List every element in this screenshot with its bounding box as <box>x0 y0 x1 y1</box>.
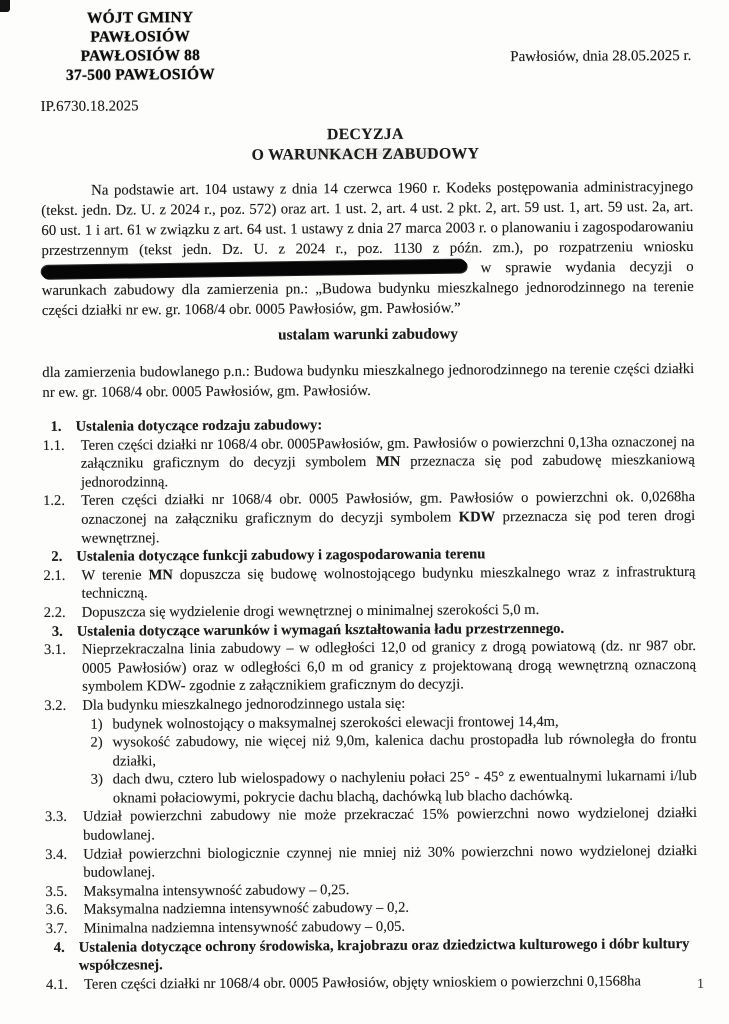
subject-paragraph: dla zamierzenia budowlanego p.n.: Budowa budynku mieszkalnego jednorodzinnego na terenie części działki nr ew. gr. 1068/4 obr. 0005 Pawłosiów, gm. Pawłosiów. <box>42 360 695 401</box>
section-row-text: budynek wolnostojący o maksymalnej szerokości elewacji frontowej 14,4m, <box>112 713 559 733</box>
section-row-number: 3.6. <box>45 902 68 919</box>
place-and-date: Pawłosiów, dnia 28.05.2025 r. <box>510 48 692 66</box>
legal-basis-paragraph: Na podstawie art. 104 ustawy z dnia 14 czerwca 1960 r. Kodeks postępowania administracyjnego (tekst. jedn. Dz. U. z 2024 r., poz. 572) oraz art. 1 ust. 2, art. 4 ust. 2 pkt. 2, art. 59 ust. 1, art. 59 ust. 2a, art. 60 ust. 1 i art. 61 w związku z art. 64 ust. 1 ustawy z dnia 27 marca 2003 r. o planowaniu i zagospodarowaniu przestrzennym (tekst jedn. Dz. U. z 2024 r., poz. 1130 z późn. zm.), po rozpatrzeniu wniosku w sprawie wydania decyzji o warunkach zabudowy dla zamierzenia pn.: „Budowa budynku mieszkalnego jednorodzinnego na terenie części działki nr ew. gr. 1068/4 obr. 0005 Pawłosiów, gm. Pawłosiów.” <box>41 178 694 319</box>
section-row-number: 1. <box>50 418 62 435</box>
title-line-1: DECYZJA <box>326 125 404 144</box>
section-row-text: Ustalenia dotyczące funkcji zabudowy i zagospodarowania terenu <box>76 546 486 565</box>
section-row-number: 3) <box>90 771 103 788</box>
section-row-text: Udział powierzchni zabudowy nie może przekraczać 15% powierzchni nowo wydzielonej działki budowlanej. <box>82 805 698 844</box>
document-title <box>1 123 729 166</box>
letterhead-address: PAWŁOSIÓW 88 <box>80 47 201 65</box>
section-row-number: 2.2. <box>43 604 66 621</box>
section-row-text: Teren części działki nr 1068/4 obr. 0005 Pawłosiów, gm. Pawłosiów o powierzchni ok. 0,0268ha oznaczonej na załączniku graficznym do decyzji symbolem KDW przeznacza się pod teren drogi wewnętrznej. <box>81 489 696 547</box>
section-row-number: 2. <box>51 549 63 566</box>
section-row-text: W terenie MN dopuszcza się budowę wolnostojącego budynku mieszkalnego wraz z infrastrukturą techniczną. <box>81 563 696 603</box>
sections-list <box>43 414 699 994</box>
section-row-text: Maksymalna nadziemna intensywność zabudowy – 0,2. <box>83 900 410 919</box>
section-row-number: 3.5. <box>45 883 68 900</box>
redaction-bar <box>41 260 467 279</box>
section-row-number: 1.1. <box>42 437 65 454</box>
letterhead-stamp <box>40 8 240 85</box>
section-row <box>45 767 697 808</box>
letterhead-authority: WÓJT GMINY PAWŁOSIÓW <box>86 9 194 46</box>
section-row-text: Udział powierzchni biologicznie czynnej nie mniej niż 30% powierzchni nowo wydzielonej działki budowlanej. <box>83 842 698 881</box>
section-row-text: Ustalenia dotyczące warunków i wymagań kształtowania ładu przestrzennego. <box>76 620 565 640</box>
section-row <box>43 488 695 548</box>
operative-heading: ustalam warunki zabudowy <box>278 325 458 344</box>
section-row-text: Maksymalna intensywność zabudowy – 0,25. <box>83 881 350 900</box>
title-line-2: O WARUNKACH ZABUDOWY <box>251 144 480 164</box>
section-row-number: 3.7. <box>45 920 68 937</box>
section-row-text: Teren części działki nr 1068/4 obr. 0005 Pawłosiów, objęty wnioskiem o powierzchni 0,1568ha <box>83 973 641 993</box>
case-number: IP.6730.18.2025 <box>40 98 139 115</box>
section-row-text: Dopuszcza się wydzielenie drogi wewnętrznej o minimalnej szerokości 5,0 m. <box>81 601 540 621</box>
section-row <box>46 935 698 976</box>
section-row-number: 3. <box>51 623 63 640</box>
section-row <box>45 842 697 883</box>
section-row-text: dach dwu, cztero lub wielospadowy o nachyleniu połaci 25° - 45° z ewentualnymi lukarnami i/lub oknami połaciowymi, pokrycie dachu blachą, dachówką lub blacho dachówką. <box>112 768 697 807</box>
section-row-number: 2) <box>90 734 103 751</box>
section-row <box>44 637 696 697</box>
section-row <box>44 730 696 771</box>
section-row-text: Nieprzekraczalna linia zabudowy – w odległości 12,0 od granicy z drogą powiatową (dz. nr 987 obr. 0005 Pawłosiów) oraz w odległości 6,0 m od granicy z projektowaną drogą wewnętrzną oznaczoną symbolem KDW- zgodnie z załącznikiem graficznym do decyzji. <box>81 638 697 696</box>
section-row-text: Dla budynku mieszkalnego jednorodzinnego ustala się: <box>82 695 406 714</box>
document-body <box>1 177 729 995</box>
section-row-text: wysokość zabudowy, nie więcej niż 9,0m, kalenica dachu prostopadła lub równoległa do frontu działki, <box>112 731 697 770</box>
section-row-text: Ustalenia dotyczące ochrony środowiska, krajobrazu oraz dziedzictwa kulturowego i dóbr kultury współczesnej. <box>78 935 690 974</box>
section-row-number: 1.2. <box>43 493 65 510</box>
section-row-number: 3.1. <box>43 641 66 659</box>
section-row-number: 3.2. <box>44 697 67 714</box>
section-row-number: 3.3. <box>44 809 67 826</box>
section-row <box>43 563 695 604</box>
section-row-number: 4.1. <box>45 976 68 993</box>
section-row <box>46 972 698 995</box>
section-row-number: 4. <box>53 939 65 956</box>
section-row-number: 2.1. <box>43 567 66 584</box>
section-row-number: 3.4. <box>45 846 68 863</box>
letterhead-postal: 37-500 PAWŁOSIÓW <box>65 65 215 84</box>
section-row-text: Minimalna nadziemna intensywność zabudowy – 0,05. <box>83 918 406 937</box>
section-row-text: Ustalenia dotyczące rodzaju zabudowy: <box>75 417 323 435</box>
section-row <box>45 804 697 845</box>
section-row <box>43 433 695 493</box>
section-row-number: 1) <box>90 716 103 733</box>
document-header <box>0 0 729 116</box>
section-row-text: Teren części działki nr 1068/4 obr. 0005Pawłosiów, gm. Pawłosiów o powierzchni 0,13ha oznaczonej na załączniku graficznym do decyzji symbolem MN przeznacza się pod zabudowę mieszkaniową jednorodzinną. <box>80 433 695 491</box>
page-number: 1 <box>696 976 705 992</box>
